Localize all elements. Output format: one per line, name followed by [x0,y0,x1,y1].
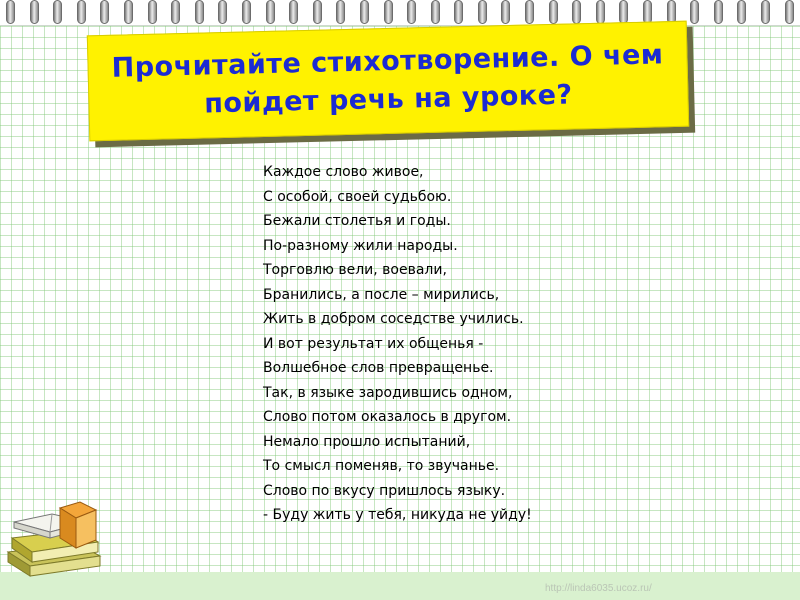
poem-line: Волшебное слов превращенье. [263,360,494,376]
spiral-ring [431,0,440,24]
poem-line: То смысл поменяв, то звучанье. [263,458,500,474]
watermark: http://linda6035.ucoz.ru/ [545,583,652,594]
poem-line: Бранились, а после – мирились, [263,286,500,303]
spiral-ring [100,0,109,24]
poem-line: По-разному жили народы. [263,237,458,254]
poem-line: Торговлю вели, воевали, [263,262,447,278]
spiral-ring [737,0,746,24]
spiral-ring [313,0,322,24]
spiral-ring [53,0,62,24]
spiral-ring [360,0,369,24]
poem-line: Бежали столетья и годы. [263,213,451,229]
poem-line: Немало прошло испытаний, [263,433,471,450]
spiral-ring [195,0,204,24]
poem-line: Каждое слово живое, [263,164,424,180]
spiral-ring [218,0,227,24]
spiral-ring [690,0,699,24]
spiral-ring [6,0,15,24]
page-bottom-margin [0,572,800,600]
spiral-ring [525,0,534,24]
spiral-ring [124,0,133,24]
spiral-ring [30,0,39,24]
poem-line: - Буду жить у тебя, никуда не уйду! [263,507,532,523]
spiral-ring [619,0,628,24]
spiral-ring [171,0,180,24]
spiral-ring [336,0,345,24]
spiral-ring [478,0,487,24]
spiral-ring [596,0,605,24]
poem-line: Жить в добром соседстве учились. [263,311,524,327]
spiral-ring [761,0,770,24]
spiral-ring [549,0,558,24]
spiral-ring [242,0,251,24]
spiral-ring [454,0,463,24]
spiral-ring [289,0,298,24]
spiral-ring [572,0,581,24]
books-icon [0,500,110,580]
poem-line: Так, в языке зародившись одном, [263,384,513,401]
spiral-ring [714,0,723,24]
spiral-ring [384,0,393,24]
poem-line: И вот результат их общенья - [263,335,484,352]
poem-line: Слово потом оказалось в другом. [263,409,512,425]
spiral-ring [77,0,86,24]
title-banner [87,21,689,142]
spiral-ring [785,0,794,24]
poem-line: Слово по вкусу пришлось языку. [263,482,506,499]
spiral-ring [501,0,510,24]
spiral-ring [266,0,275,24]
slide-title: Прочитайте стихотворение. О чем пойдет речь на уроке? [111,39,664,120]
spiral-ring [148,0,157,24]
poem-line: С особой, своей судьбою. [263,188,452,205]
poem [263,160,532,528]
spiral-ring [643,0,652,24]
spiral-ring [407,0,416,24]
